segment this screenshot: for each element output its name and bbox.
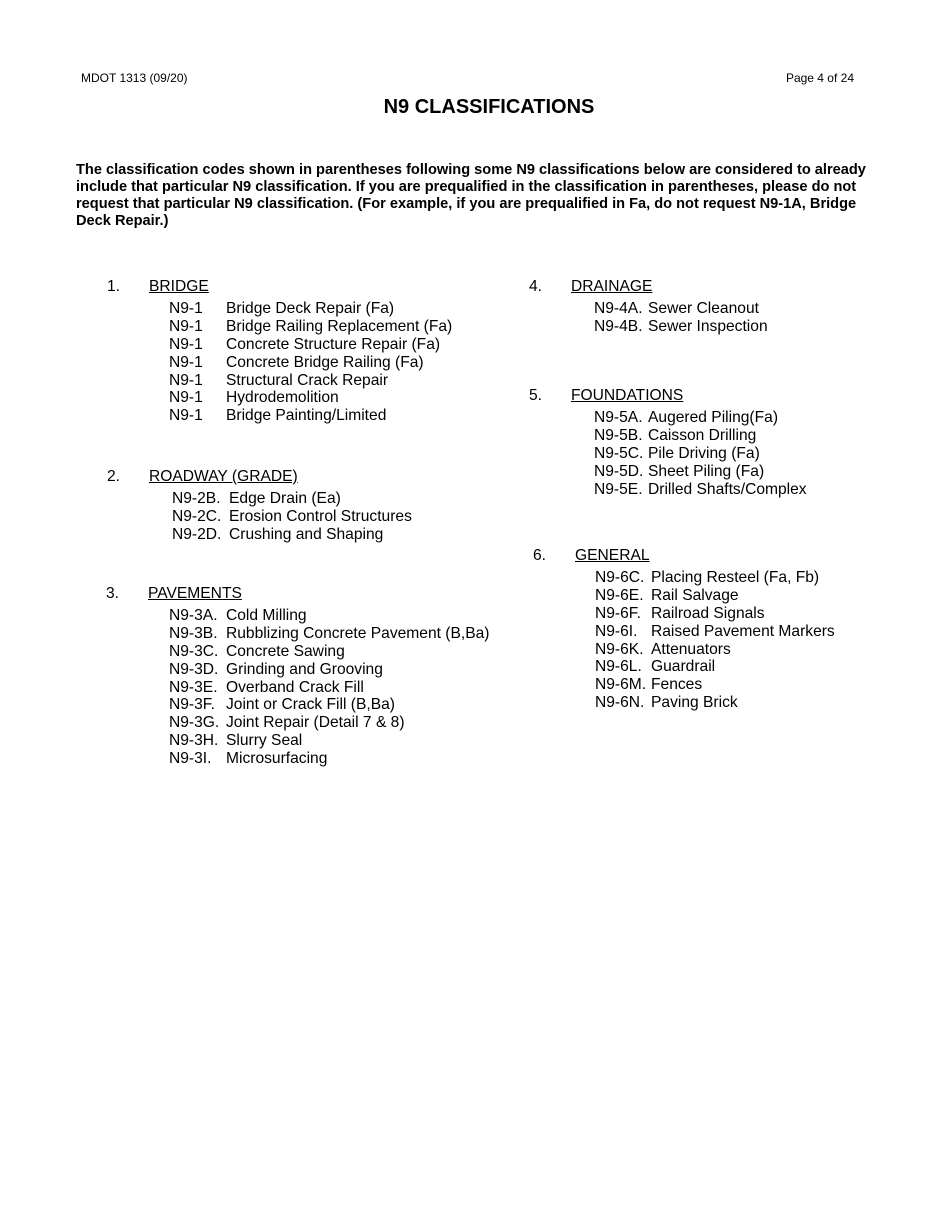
item-description: Crushing and Shaping — [229, 525, 384, 543]
item-description: Placing Resteel (Fa, Fb) — [651, 569, 820, 586]
item-description: Erosion Control Structures — [229, 507, 412, 525]
item-code: N9-1 — [169, 407, 203, 425]
item-description: Attenuators — [651, 640, 731, 658]
section-title: FOUNDATIONS — [571, 387, 684, 404]
item-description: Sheet Piling (Fa) — [648, 462, 765, 480]
item-description: Caisson Drilling — [648, 426, 757, 444]
item-code: N9-3D. — [169, 660, 219, 678]
item-description: Augered Piling(Fa) — [648, 409, 779, 426]
item-description: Railroad Signals — [651, 604, 765, 622]
section-number: 5. — [529, 387, 543, 404]
item-code: N9-3H. — [169, 732, 219, 750]
item-description: Sewer Inspection — [648, 317, 768, 335]
section-title: DRAINAGE — [571, 278, 653, 295]
item-code: N9-4A. — [594, 300, 643, 317]
item-description: Fences — [651, 676, 703, 694]
section-pavements — [106, 585, 490, 768]
item-code: N9-5A. — [594, 409, 643, 426]
item-code: N9-1 — [169, 317, 203, 335]
item-description: Microsurfacing — [226, 750, 328, 768]
section-foundations — [529, 387, 807, 498]
page-title: N9 CLASSIFICATIONS — [383, 96, 595, 118]
section-title: BRIDGE — [149, 278, 209, 295]
item-code: N9-6K. — [595, 640, 644, 658]
item-code: N9-3I. — [169, 750, 212, 768]
item-code: N9-1 — [169, 335, 203, 353]
item-code: N9-6L. — [595, 658, 642, 676]
form-id: MDOT 1313 (09/20) — [81, 71, 188, 85]
section-general — [533, 547, 835, 712]
item-description: Guardrail — [651, 658, 716, 676]
section-title: GENERAL — [575, 547, 650, 564]
section-number: 3. — [106, 585, 120, 602]
item-code: N9-2D. — [172, 525, 222, 543]
item-description: Grinding and Grooving — [226, 660, 383, 678]
item-code: N9-1 — [169, 300, 203, 317]
item-code: N9-5D. — [594, 462, 644, 480]
section-title: PAVEMENTS — [148, 585, 242, 602]
item-code: N9-6I. — [595, 622, 638, 640]
item-description: Hydrodemolition — [226, 389, 339, 407]
item-code: N9-3F. — [169, 696, 215, 714]
section-drainage — [529, 278, 768, 336]
item-code: N9-6F. — [595, 604, 641, 622]
item-code: N9-6N. — [595, 694, 645, 712]
section-number: 1. — [107, 278, 121, 295]
item-code: N9-1 — [169, 389, 203, 407]
section-roadway-grade — [107, 468, 412, 544]
item-code: N9-6M. — [595, 676, 647, 694]
item-description: Cold Milling — [226, 607, 307, 624]
item-description: Concrete Bridge Railing (Fa) — [226, 353, 424, 371]
item-code: N9-3C. — [169, 642, 219, 660]
item-code: N9-5E. — [594, 480, 643, 498]
section-number: 6. — [533, 547, 547, 564]
item-code: N9-1 — [169, 371, 203, 389]
item-description: Rail Salvage — [651, 586, 739, 604]
item-code: N9-4B. — [594, 317, 643, 335]
item-description: Bridge Painting/Limited — [226, 407, 387, 425]
item-description: Structural Crack Repair — [226, 371, 389, 389]
item-code: N9-2B. — [172, 490, 221, 507]
item-description: Concrete Structure Repair (Fa) — [226, 335, 441, 353]
item-code: N9-5C. — [594, 444, 644, 462]
item-description: Edge Drain (Ea) — [229, 490, 341, 507]
item-description: Joint or Crack Fill (B,Ba) — [226, 696, 395, 714]
section-number: 2. — [107, 468, 121, 485]
item-description: Sewer Cleanout — [648, 300, 759, 317]
item-code: N9-6E. — [595, 586, 644, 604]
item-description: Drilled Shafts/Complex — [648, 480, 807, 498]
page-number: Page 4 of 24 — [785, 71, 854, 85]
item-description: Rubblizing Concrete Pavement (B,Ba) — [226, 624, 490, 642]
item-description: Bridge Deck Repair (Fa) — [226, 300, 395, 317]
item-code: N9-3E. — [169, 678, 218, 696]
item-description: Overband Crack Fill — [226, 678, 364, 696]
section-number: 4. — [529, 278, 543, 295]
item-description: Joint Repair (Detail 7 & 8) — [226, 714, 405, 732]
item-code: N9-3A. — [169, 607, 218, 624]
item-description: Bridge Railing Replacement (Fa) — [226, 317, 453, 335]
item-code: N9-3B. — [169, 624, 218, 642]
item-code: N9-1 — [169, 353, 203, 371]
item-code: N9-6C. — [595, 569, 645, 586]
section-bridge — [107, 278, 453, 425]
item-description: Concrete Sawing — [226, 642, 345, 660]
section-title: ROADWAY (GRADE) — [149, 468, 298, 485]
item-code: N9-3G. — [169, 714, 220, 732]
item-description: Raised Pavement Markers — [651, 622, 835, 640]
item-code: N9-2C. — [172, 507, 222, 525]
item-code: N9-5B. — [594, 426, 643, 444]
item-description: Slurry Seal — [226, 732, 303, 750]
item-description: Pile Driving (Fa) — [648, 444, 760, 462]
intro-paragraph: The classification codes shown in parentheses following some N9 classifications below are considered to already include that particular N9 classification. If you are prequalified in the classification in parentheses, please do not request that particular N9 classification. (For example, if you are prequalified in Fa, do not request N9-1A, Bridge Deck Repair.) — [76, 162, 866, 229]
item-description: Paving Brick — [651, 694, 738, 712]
